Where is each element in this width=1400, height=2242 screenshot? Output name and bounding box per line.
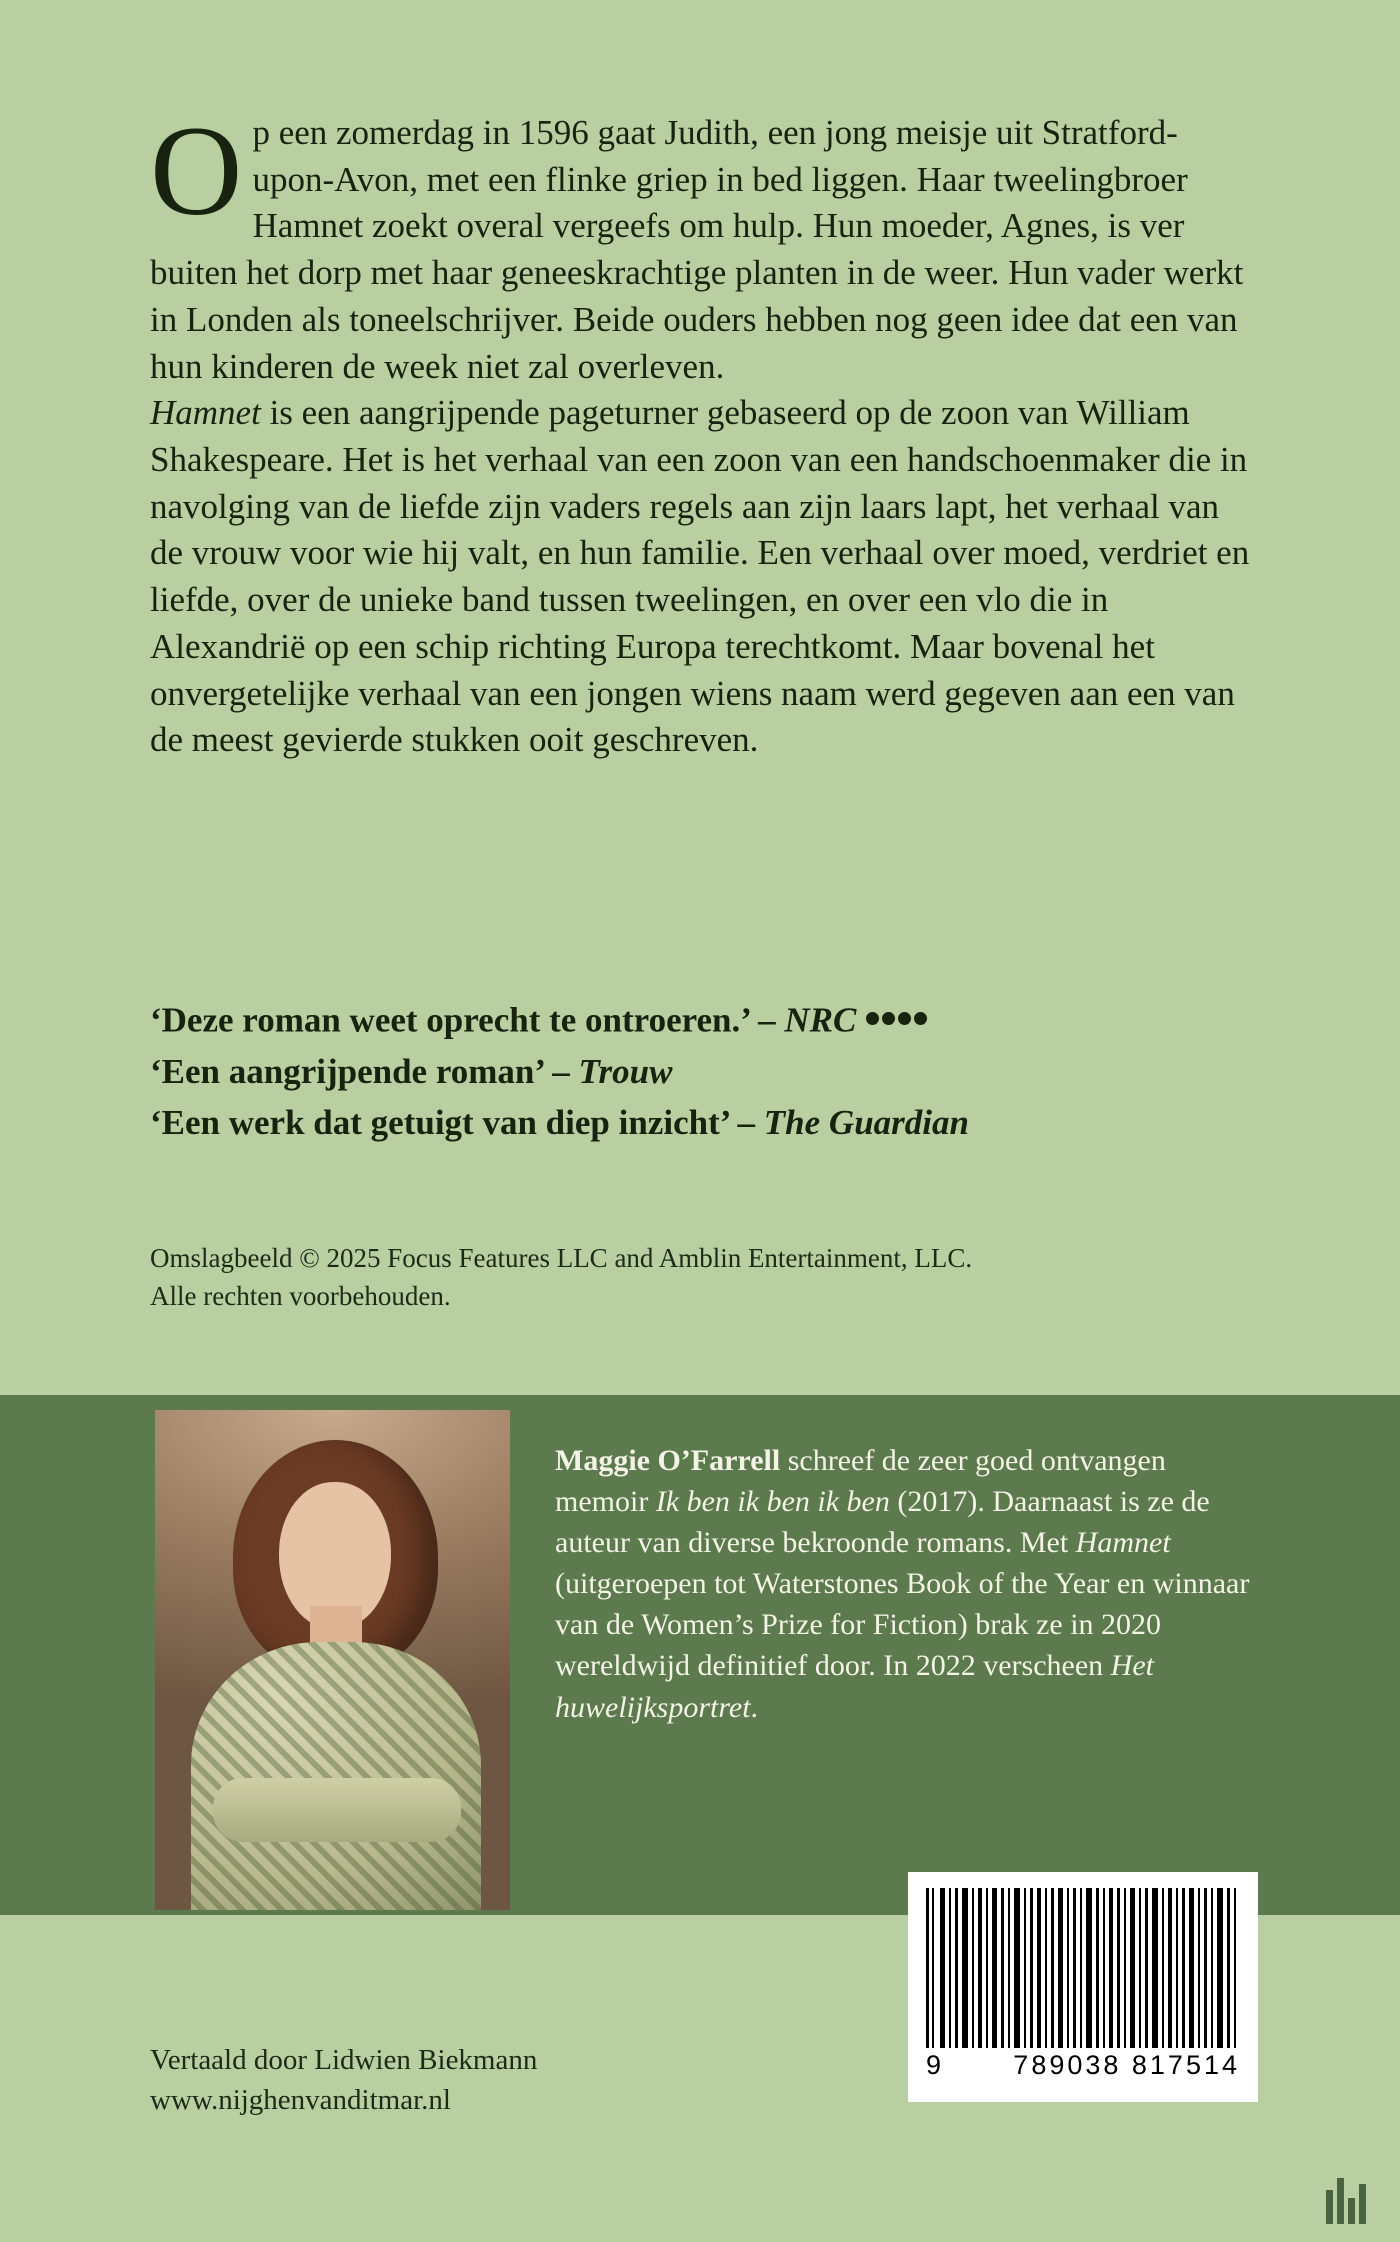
rating-dots-icon <box>866 990 930 1037</box>
photo-arms <box>213 1778 461 1842</box>
author-bio-part-1: schreef de zeer goed ontvangen memoir <box>555 1444 1166 1519</box>
blurb-paragraph-1 <box>150 100 1255 390</box>
author-photo <box>155 1410 510 1910</box>
quote-item <box>150 990 1260 1044</box>
blurb-section <box>150 100 1255 764</box>
author-name: Maggie O’Farrell <box>555 1444 781 1477</box>
quote-source: Trouw <box>578 1051 673 1091</box>
barcode-bars <box>926 1888 1240 2048</box>
hamnet-title: Hamnet <box>1075 1526 1171 1560</box>
quote-text: ‘Een werk dat getuigt van diep inzicht’ <box>150 1102 729 1142</box>
credit-line-1: Omslagbeeld © 2025 Focus Features LLC and Amblin Entertainment, LLC. <box>150 1243 973 1273</box>
credit-line-2: Alle rechten voorbehouden. <box>150 1280 451 1311</box>
quote-source: NRC <box>784 1000 857 1040</box>
blurb-book-title: Hamnet <box>150 393 261 433</box>
author-bio-part-3: (uitgeroepen tot Waterstones Book of the Year en winnaar van de Women’s Prize for Fiction) brak ze in 2020 wereldwijd definitief door. In 2022 verscheen <box>555 1567 1250 1683</box>
photo-clothing <box>191 1642 481 1910</box>
publisher-website[interactable]: www.nijghenvanditmar.nl <box>150 2084 451 2117</box>
quote-text: ‘Een aangrijpende roman’ <box>150 1051 544 1091</box>
huwelijksportret-title: Het huwelijksportret <box>555 1649 1154 1724</box>
translator-credit: Vertaald door Lidwien Biekmann <box>150 2044 538 2076</box>
quote-item <box>150 1099 1260 1146</box>
barcode-number: 789038 817514 <box>1013 2050 1240 2080</box>
quote-dash: – <box>749 1000 785 1040</box>
quote-source: The Guardian <box>763 1102 969 1142</box>
footer <box>150 2040 537 2120</box>
memoir-title: Ik ben ik ben ik ben <box>655 1485 890 1519</box>
author-bio-end: . <box>750 1690 759 1724</box>
press-quotes <box>150 990 1260 1150</box>
author-bio-paragraph <box>555 1440 1255 1728</box>
quote-dash: – <box>728 1102 764 1142</box>
author-bio-part-2: (2017). Daarnaast is ze de auteur van diverse bekroonde romans. Met <box>555 1485 1210 1560</box>
blurb-paragraph-2 <box>150 390 1255 764</box>
blurb-paragraph-1-text: p een zomerdag in 1596 gaat Judith, een jong meisje uit Stratford-upon-Avon, met een flinke griep in bed liggen. Haar tweelingbroer Hamnet zoekt overal vergeefs om hulp. Hun moeder, Agnes, is ver buiten het dorp met haar geneeskrachtige planten in de weer. Hun vader werkt in Londen als toneelschrijver. Beide ouders hebben nog geen idee dat een van hun kinderen de week niet zal overleven. <box>150 113 1244 386</box>
quote-text: ‘Deze roman weet oprecht te ontroeren.’ <box>150 1000 750 1040</box>
barcode <box>908 1872 1258 2102</box>
cover-image-credit <box>150 1240 1250 1316</box>
blurb-paragraph-2-text: is een aangrijpende pageturner gebaseerd op de zoon van William Shakespeare. Het is het verhaal van een zoon van een handschoenmaker die in navolging van de liefde zijn vaders regels aan zijn laars lapt, het verhaal van de vrouw voor wie hij valt, en hun familie. Een verhaal over moed, verdriet en liefde, over de unieke band tussen tweelingen, en over een vlo die in Alexandrië op een schip richting Europa terechtkomt. Maar bovenal het onvergetelijke verhaal van een jongen wiens naam werd gegeven aan een van de meest gevierde stukken ooit geschreven. <box>150 393 1250 760</box>
drop-cap-letter: O <box>150 100 243 242</box>
barcode-digits <box>926 2050 1240 2081</box>
publisher-logo-icon <box>1324 2174 1370 2224</box>
barcode-left-digit: 9 <box>926 2050 945 2080</box>
author-bio <box>555 1440 1255 1728</box>
quote-item <box>150 1048 1260 1095</box>
quote-dash: – <box>543 1051 579 1091</box>
